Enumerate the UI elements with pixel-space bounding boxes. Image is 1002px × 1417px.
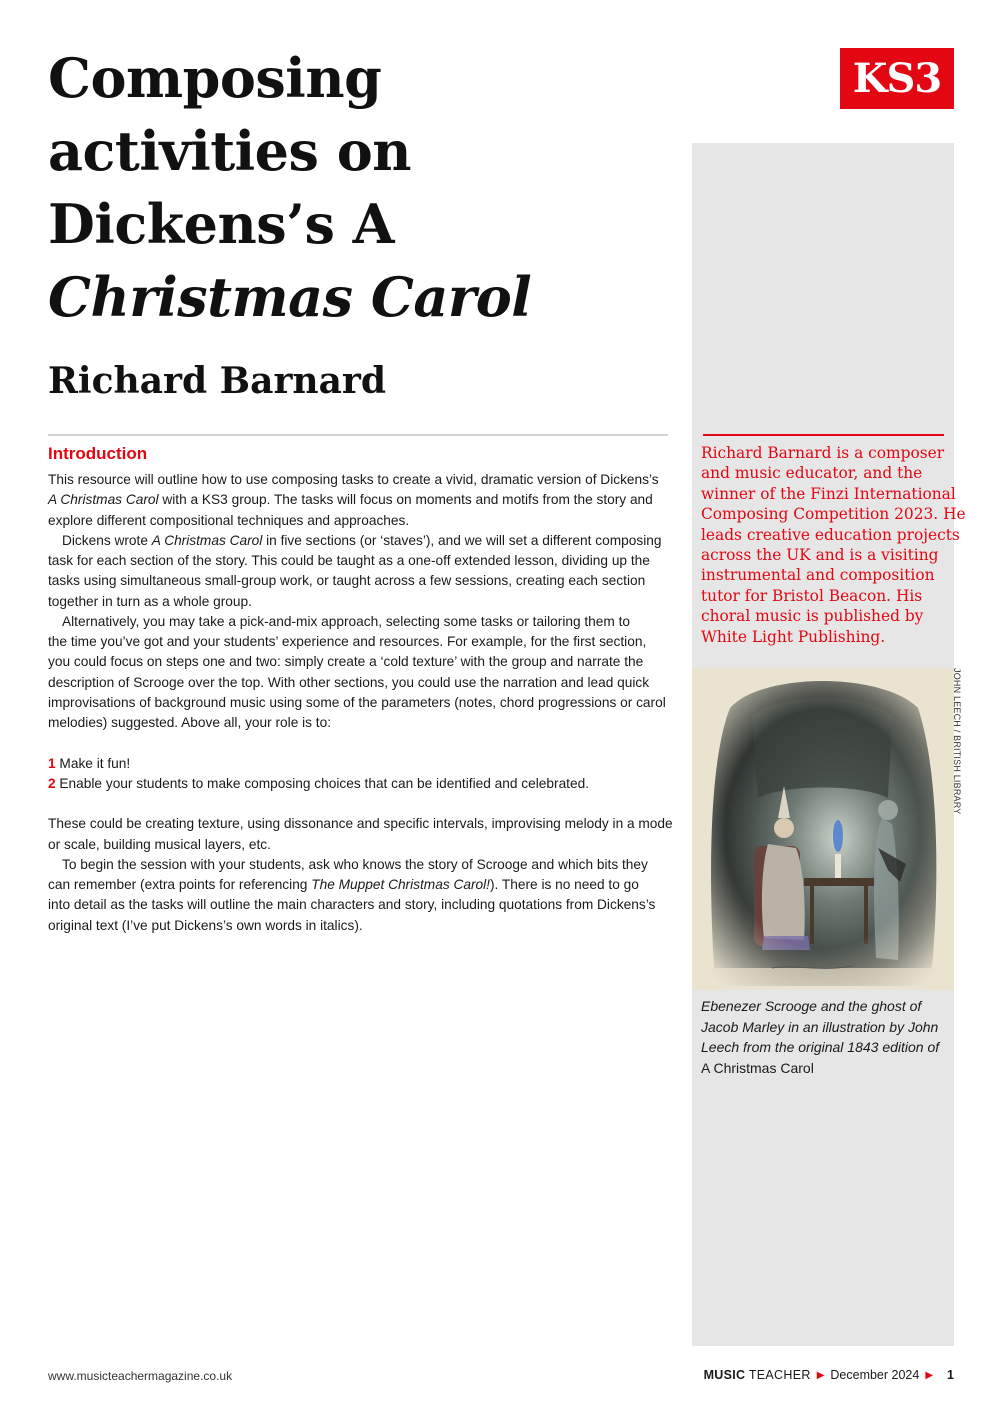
bio-line: White Light Publishing. — [701, 627, 886, 646]
body-italic: The Muppet Christmas Carol! — [311, 877, 490, 892]
title-line: Composing — [48, 46, 382, 110]
body-line: Alternatively, you may take a pick-and-mix approach, selecting some tasks or tailoring them to — [62, 613, 631, 629]
list-item: 1 Make it fun! — [48, 755, 131, 771]
caption-line: Leech from the original 1843 edition of — [701, 1039, 940, 1055]
caption-line: Ebenezer Scrooge and the ghost of — [701, 998, 922, 1014]
body-line: together in turn as a whole group. — [48, 593, 252, 609]
author-bio — [701, 443, 966, 647]
footer-url[interactable]: www.musicteachermagazine.co.uk — [48, 1369, 233, 1383]
body-line: explore different compositional techniques and approaches. — [48, 512, 410, 528]
body-line: Dickens wrote A Christmas Carol in five sections (or ‘staves’), and we will set a different composing — [62, 532, 662, 548]
caption-line: A Christmas Carol — [701, 1059, 814, 1076]
footer-issue: December 2024 — [830, 1368, 920, 1382]
bio-line: leads creative education projects — [701, 525, 960, 544]
body-line: the time you’ve got and your students’ experience and resources. For example, for the first section, — [48, 634, 647, 649]
caption-line: Jacob Marley in an illustration by John — [701, 1018, 939, 1035]
body-line: improvisations of background music using some of the parameters (notes, chord progressions or carol — [48, 694, 666, 710]
bio-line: instrumental and composition — [701, 566, 935, 585]
bio-line: Composing Competition 2023. He — [701, 505, 966, 524]
footer-brand-bold: MUSIC — [703, 1368, 746, 1382]
bio-line: tutor for Bristol Beacon. His — [701, 586, 923, 605]
body-line: or scale, building musical layers, etc. — [48, 836, 271, 852]
author-name: Richard Barnard — [48, 360, 387, 402]
body-line: These could be creating texture, using dissonance and specific intervals, improvising melody in a mode — [48, 816, 673, 832]
article-title — [48, 42, 668, 334]
sidebar-divider — [703, 434, 944, 436]
section-heading: Introduction — [48, 444, 148, 463]
footer-masthead — [704, 1368, 954, 1382]
body-line: melodies) suggested. Above all, your role is to: — [48, 715, 332, 730]
footer-brand: TEACHER — [748, 1368, 811, 1382]
bio-line: winner of the Finzi International — [701, 484, 956, 503]
bio-line: Richard Barnard is a composer — [701, 444, 945, 462]
body-line: A Christmas Carol with a KS3 group. The tasks will focus on moments and motifs from the story and — [48, 492, 653, 508]
body-line: original text (I’ve put Dickens’s own words in italics). — [48, 917, 363, 933]
divider — [48, 434, 668, 436]
title-line: Dickens’s A — [48, 192, 395, 256]
bio-line: across the UK and is a visiting — [701, 546, 939, 565]
ks3-badge: KS3 — [840, 48, 954, 109]
title-line: activities on — [48, 119, 412, 183]
triangle-right-icon: ▶ — [816, 1369, 825, 1381]
triangle-right-icon: ▶ — [925, 1369, 934, 1381]
scrooge-marley-illustration — [692, 668, 954, 990]
body-italic: A Christmas Carol — [151, 532, 263, 548]
body-line: task for each section of the story. This could be taught as a one-off extended lesson, dividing up the — [48, 553, 650, 568]
article-body — [48, 470, 673, 936]
body-line: To begin the session with your students, ask who knows the story of Scrooge and which bits they — [62, 856, 648, 872]
image-credit-text: JOHN LEECH / BRITISH LIBRARY — [952, 668, 962, 815]
spacer — [48, 794, 673, 814]
body-line: description of Scrooge over the top. With other sections, you could use the narration and lead quick — [48, 674, 650, 690]
page-number: 1 — [947, 1368, 954, 1382]
body-line: into detail as the tasks will outline the main characters and story, including quotations from Dickens’s — [48, 897, 656, 913]
title-line — [48, 261, 668, 334]
title-italic: Christmas Carol — [48, 265, 532, 329]
body-line: can remember (extra points for referencing The Muppet Christmas Carol!). There is no need to go — [48, 877, 639, 892]
bio-line: and music educator, and the — [701, 464, 923, 483]
body-line: tasks using simultaneous small-group work, or taught across a few sessions, creating each section — [48, 573, 646, 589]
body-line: you could focus on steps one and two: simply create a ‘cold texture’ with the group and narrate the — [48, 654, 644, 670]
spacer — [48, 733, 673, 753]
image-caption — [701, 996, 951, 1078]
list-number: 1 — [48, 755, 56, 771]
bio-line: choral music is published by — [701, 607, 924, 626]
list-number: 2 — [48, 775, 56, 791]
list-item: 2 Enable your students to make composing choices that can be identified and celebrated. — [48, 775, 590, 791]
body-italic: A Christmas Carol — [48, 492, 159, 508]
body-line: This resource will outline how to use composing tasks to create a vivid, dramatic version of Dickens’s — [48, 472, 659, 487]
